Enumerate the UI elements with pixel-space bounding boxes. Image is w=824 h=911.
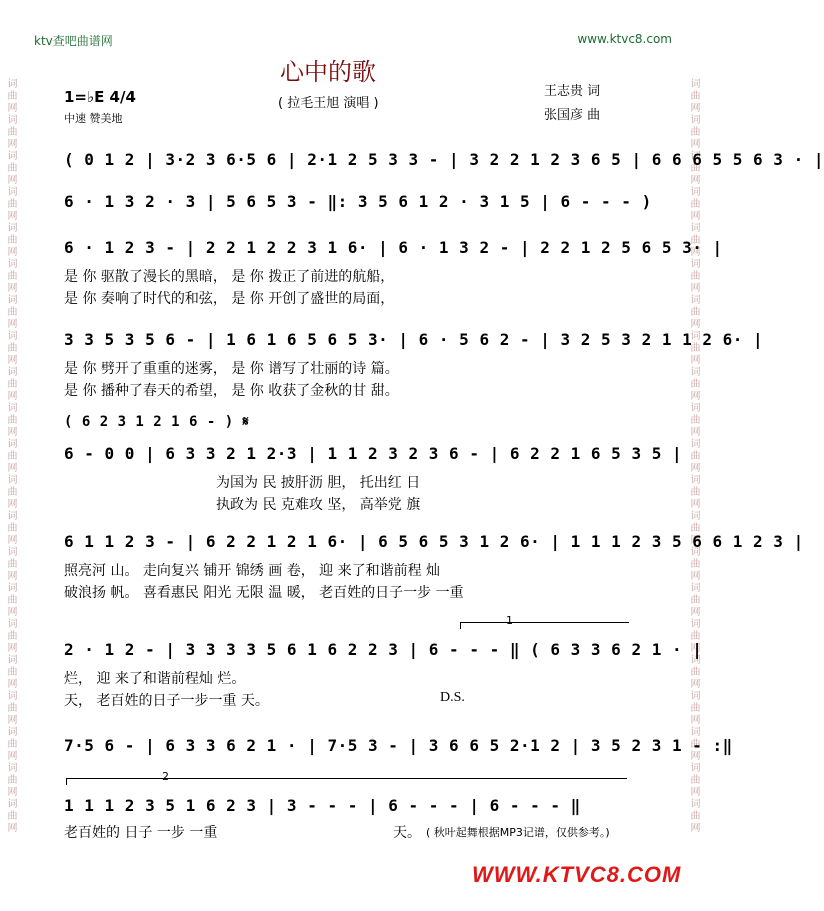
- site-url-right[interactable]: www.ktvc8.com: [577, 32, 672, 46]
- lyric-line-3a: 是 你 驱散了漫长的黑暗， 是 你 拨正了前进的航船，: [64, 269, 395, 285]
- score-line-8: 7·5 6 - | 6 3 3 6 2 1 · | 7·5 3 - | 3 6 6 5 2·1 2 | 3 5 2 3 1 - :‖: [64, 736, 733, 755]
- score-line-5-intro: ( 6 2 3 1 2 1 6 - ) 𝄋: [64, 414, 250, 430]
- footer-brand-logo[interactable]: WWW.KTVC8.COM: [472, 862, 682, 887]
- lyric-line-6a: 照亮河 山。 走向复兴 铺开 锦绣 画 卷， 迎 来了和谐前程 灿: [64, 563, 441, 579]
- side-watermark-left: 词曲网词曲网词曲网词曲网词曲网词曲网词曲网词曲网词曲网词曲网词曲网词曲网词曲网词曲网词曲网词曲网词曲网词曲网词曲网词曲网词曲网: [5, 77, 16, 834]
- transcription-note: ( 秋叶起舞根据MP3记谱，仅供参考。): [426, 826, 610, 839]
- dal-segno-mark: D.S.: [440, 690, 465, 705]
- song-title: 心中的歌: [280, 58, 376, 86]
- side-watermark-right: 词曲网词曲网词曲网词曲网词曲网词曲网词曲网词曲网词曲网词曲网词曲网词曲网词曲网词曲网词曲网词曲网词曲网词曲网词曲网词曲网词曲网: [688, 77, 699, 834]
- tempo-marking: 中速 赞美地: [64, 112, 123, 125]
- score-line-5: 6 - 0 0 | 6 3 3 2 1 2·3 | 1 1 2 3 2 3 6 - | 6 2 2 1 6 5 3 5 |: [64, 444, 683, 463]
- lyric-line-3b: 是 你 奏响了时代的和弦， 是 你 开创了盛世的局面，: [64, 291, 395, 307]
- score-line-3: 6 · 1 2 3 - | 2 2 1 2 2 3 1 6· | 6 · 1 3 2 - | 2 2 1 2 5 6 5 3· |: [64, 238, 723, 257]
- singer-credit: ( 拉毛王旭 演唱 ): [278, 96, 379, 111]
- score-line-4: 3 3 5 3 5 6 - | 1 6 1 6 5 6 5 3· | 6 · 5 6 2 - | 3 2 5 3 2 1 1 2 6· |: [64, 330, 764, 349]
- lyric-line-7b: 天， 老百姓的日子一步一重 天。: [64, 693, 269, 709]
- lyric-line-9-end: 天。: [393, 825, 421, 841]
- score-line-6: 6 1 1 2 3 - | 6 2 2 1 2 1 6· | 6 5 6 5 3 1 2 6· | 1 1 1 2 3 5 6 6 1 2 3 |: [64, 532, 804, 551]
- lyric-line-4b: 是 你 播种了春天的希望， 是 你 收获了金秋的甘 甜。: [64, 383, 399, 399]
- lyric-line-7a: 烂， 迎 来了和谐前程灿 烂。: [64, 671, 246, 687]
- score-line-1: ( 0 1 2 | 3·2 3 6·5 6 | 2·1 2 5 3 3 - | 3 2 2 1 2 3 6 5 | 6 6 6 5 5 6 3 · |: [64, 150, 824, 169]
- lyric-line-5a: 为国为 民 披肝沥 胆， 托出红 日: [216, 475, 421, 491]
- second-ending-bracket: [66, 778, 627, 785]
- second-ending-number: 2: [162, 770, 169, 783]
- lyric-line-4a: 是 你 劈开了重重的迷雾， 是 你 谱写了壮丽的诗 篇。: [64, 361, 399, 377]
- lyric-line-5b: 执政为 民 克难攻 坚， 高举党 旗: [216, 497, 421, 513]
- lyric-line-9a: 老百姓的 日子 一步 一重: [64, 825, 218, 841]
- score-line-9: 1 1 1 2 3 5 1 6 2 3 | 3 - - - | 6 - - - | 6 - - - ‖: [64, 796, 581, 815]
- score-line-2: 6 · 1 3 2 · 3 | 5 6 5 3 - ‖: 3 5 6 1 2 · 3 1 5 | 6 - - - ): [64, 192, 652, 211]
- first-ending-number: 1: [506, 614, 513, 627]
- score-line-7: 2 · 1 2 - | 3 3 3 3 5 6 1 6 2 2 3 | 6 - - - ‖ ( 6 3 3 6 2 1 · |: [64, 640, 703, 659]
- lyricist-credit: 王志贵 词: [544, 84, 601, 99]
- key-signature: 1=♭E 4/4: [64, 88, 136, 106]
- lyric-line-6b: 破浪扬 帆。 喜看惠民 阳光 无限 温 暖， 老百姓的日子一步 一重: [64, 585, 464, 601]
- first-ending-bracket: [460, 622, 629, 629]
- site-name-left[interactable]: ktv查吧曲谱网: [34, 34, 113, 48]
- composer-credit: 张国彦 曲: [544, 108, 601, 123]
